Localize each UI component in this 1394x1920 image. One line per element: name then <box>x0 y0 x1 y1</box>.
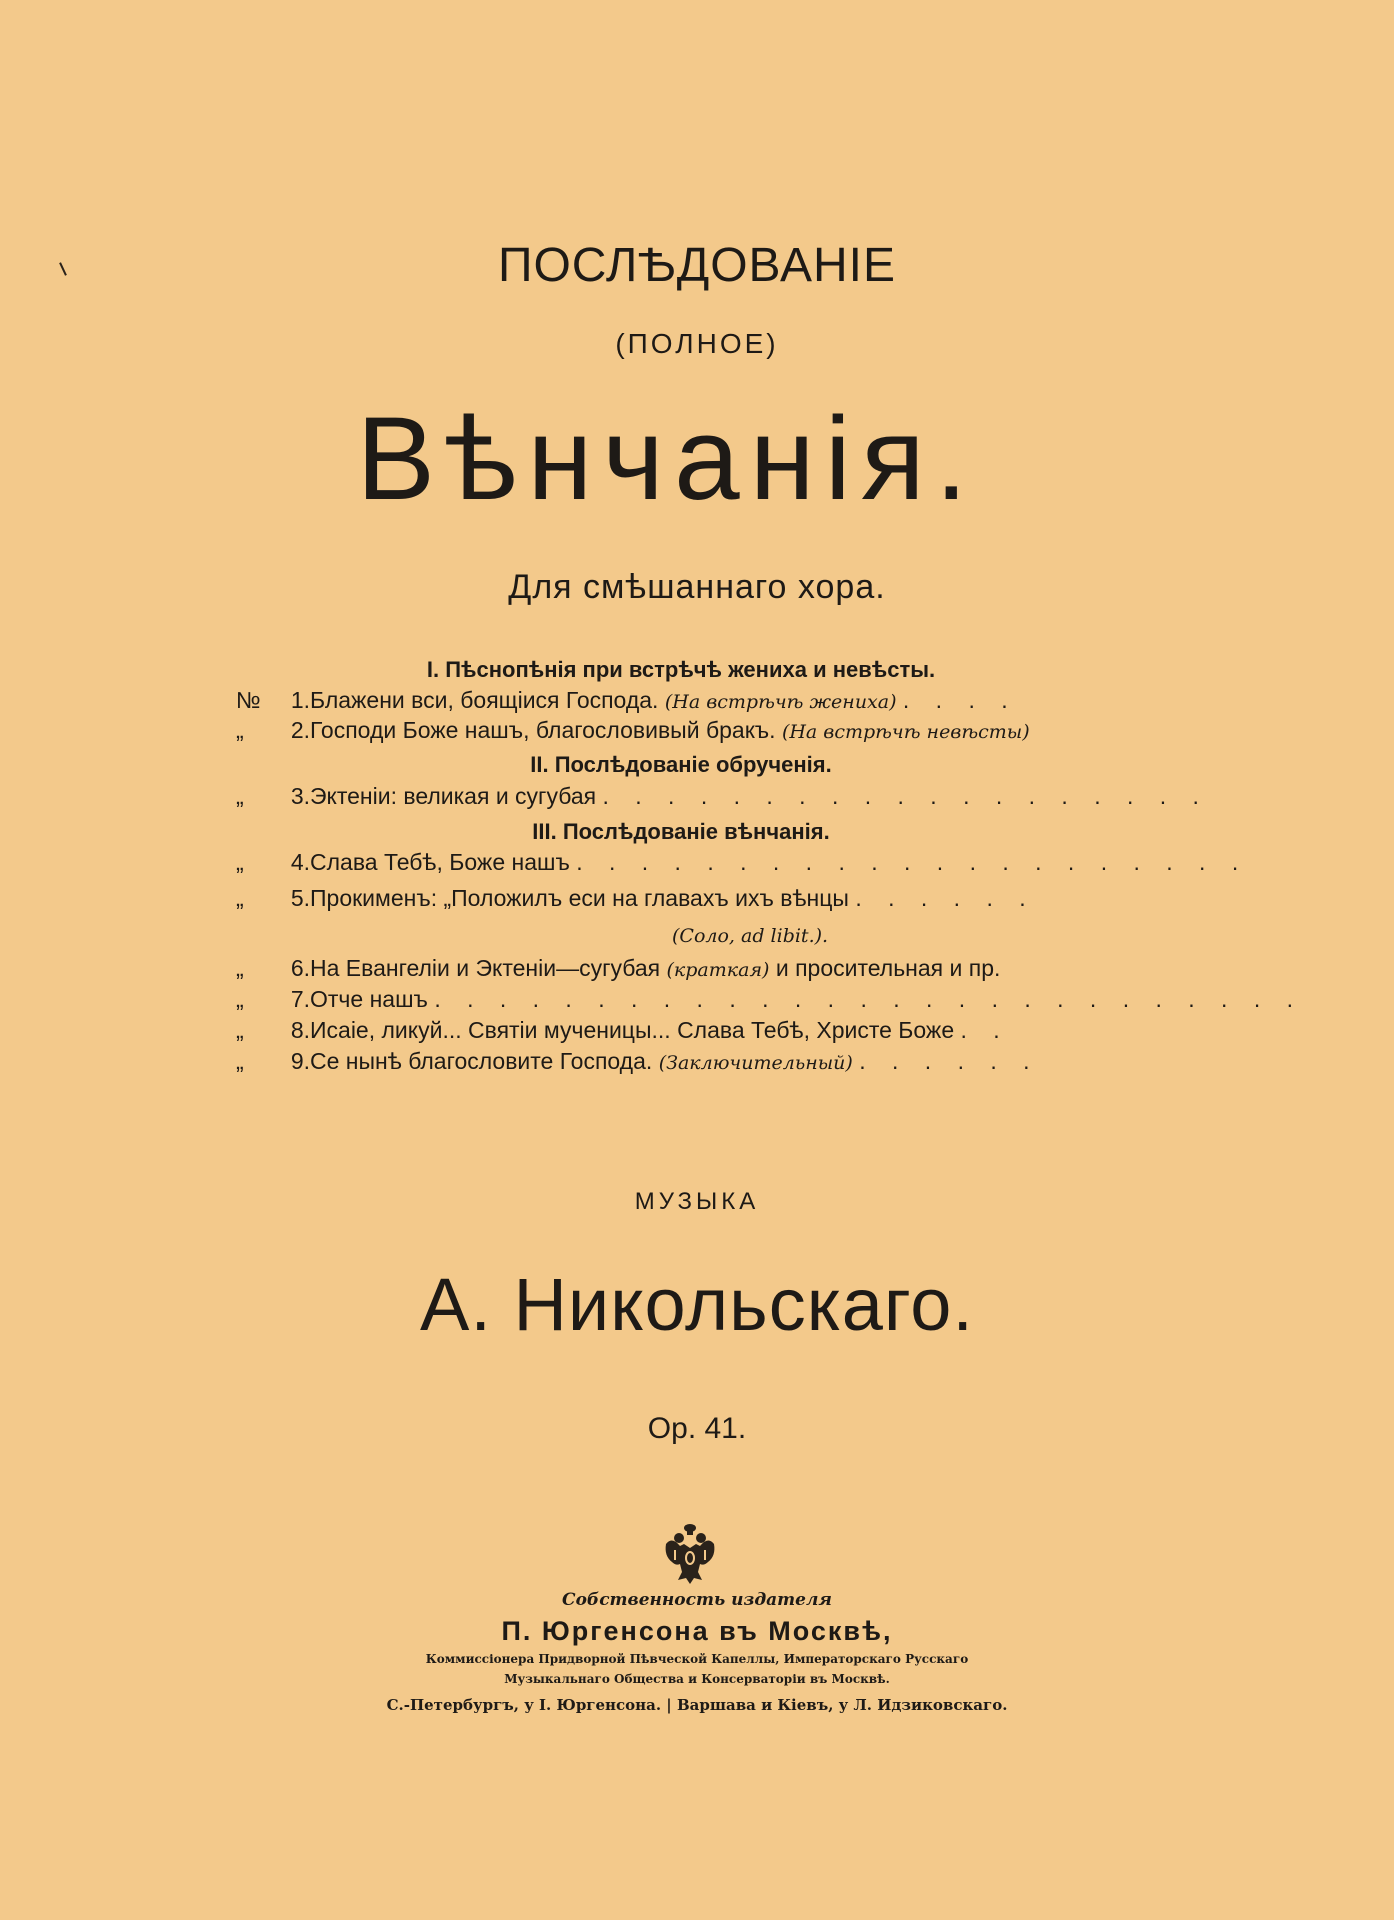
leader-dots: . . . . <box>902 687 1018 713</box>
item-text-wrap <box>310 687 1126 714</box>
title-main: Вѣнчанія. <box>356 393 978 525</box>
item-text: Отче нашъ <box>310 986 428 1012</box>
item-text-wrap <box>310 955 1126 982</box>
item-note: (На встрѣчѣ жениха) <box>664 691 897 713</box>
leader-dots: . . . . . . . . . . . . . . . . . . . <box>602 783 1209 809</box>
section-heading-2: II. Послѣдованіе обрученія. <box>530 752 832 777</box>
item-text: Эктеніи: великая и сугубая <box>310 783 597 809</box>
number-mark: „ <box>236 885 244 911</box>
item-text: Прокименъ: „Положилъ еси на главахъ ихъ вѣнцы <box>310 885 849 911</box>
item-text-wrap <box>310 1048 1126 1075</box>
list-item <box>236 783 1209 813</box>
item-text-wrap <box>310 717 1126 744</box>
item-text-wrap <box>310 783 1209 810</box>
item-number: 2. <box>290 717 310 743</box>
number-mark: „ <box>236 1048 244 1074</box>
section-heading-1: I. Пѣснопѣнія при встрѣчѣ жениха и невѣсты. <box>426 657 936 682</box>
item-number: 3. <box>290 783 310 809</box>
item-number: 4. <box>290 849 310 875</box>
list-item <box>236 885 1126 915</box>
number-mark: „ <box>236 717 244 743</box>
number-mark: „ <box>236 955 244 981</box>
opus-number: Ор. 41. <box>647 1412 747 1445</box>
list-item <box>236 717 1126 747</box>
item-number: 7. <box>290 986 310 1012</box>
subtitle-choir: Для смѣшаннаго хора. <box>508 568 886 606</box>
item-number: 1. <box>290 687 310 713</box>
solo-note: (Соло, ad libit.). <box>672 925 829 947</box>
title-line-2: (ПОЛНОЕ) <box>615 328 779 359</box>
leader-dots: . . . . . . <box>859 1048 1040 1074</box>
composer-name: А. Никольскаго. <box>420 1263 974 1346</box>
number-mark: № <box>236 687 261 713</box>
list-item <box>236 955 1126 985</box>
leader-dots: . . . . . . . . . . . . . . . . . . . . . . . . . . . <box>434 986 1303 1012</box>
publisher-line-4: Музыкальнаго Общества и Консерваторіи въ Москвѣ. <box>504 1672 890 1686</box>
list-item <box>236 1048 1126 1078</box>
item-note: (краткая) <box>666 959 770 981</box>
double-headed-eagle-icon <box>664 1522 716 1584</box>
item-number: 9. <box>290 1048 310 1074</box>
item-text: На Евангеліи и Эктеніи—сугубая <box>310 955 661 981</box>
item-text: Блажени вси, боящіися Господа. <box>310 687 659 713</box>
publisher-ownership: Собственность издателя <box>562 1590 832 1610</box>
number-mark: „ <box>236 986 244 1012</box>
item-text: Слава Тебѣ, Боже нашъ <box>310 849 570 875</box>
list-item <box>236 687 1126 717</box>
item-text-wrap <box>310 885 1126 912</box>
item-text: Се нынѣ благословите Господа. <box>310 1048 653 1074</box>
music-label: МУЗЫКА <box>634 1188 760 1215</box>
title-line-1: ПОСЛѢДОВАНІЕ <box>497 239 897 292</box>
item-number: 8. <box>290 1017 310 1043</box>
item-number: 6. <box>290 955 310 981</box>
section-heading-3: III. Послѣдованіе вѣнчанія. <box>532 819 830 844</box>
number-mark: „ <box>236 783 244 809</box>
item-text: Исаіе, ликуй... Святіи мученицы... Слава Тебѣ, Христе Боже <box>310 1017 955 1043</box>
publisher-addresses: С.-Петербургъ, у І. Юргенсона. | Варшава и Кіевъ, у Л. Идзиковскаго. <box>386 1696 1008 1714</box>
number-mark: „ <box>236 1017 244 1043</box>
item-text-continued: и просительная и пр. <box>775 955 1001 981</box>
leader-dots: . . <box>960 1017 1010 1043</box>
leader-dots: . . . . . . . . . . . . . . . . . . . . . <box>576 849 1249 875</box>
list-item <box>236 849 1249 879</box>
item-number: 5. <box>290 885 310 911</box>
item-note: (Заключительный) <box>658 1052 853 1074</box>
leader-dots: . . . . . . <box>855 885 1036 911</box>
item-text-wrap <box>310 986 1303 1013</box>
number-mark: „ <box>236 849 244 875</box>
list-item <box>236 1017 1126 1047</box>
item-text-wrap <box>310 849 1249 876</box>
item-text-wrap <box>310 1017 1126 1044</box>
publisher-line-3: Коммиссіонера Придворной Пѣвческой Капеллы, Императорскаго Русскаго <box>425 1652 969 1666</box>
item-note: (На встрѣчѣ невѣсты) <box>781 721 1030 743</box>
list-item <box>236 986 1303 1016</box>
item-text: Господи Боже нашъ, благословивый бракъ. <box>310 717 776 743</box>
publisher-name: П. Юргенсона въ Москвѣ, <box>501 1616 893 1646</box>
